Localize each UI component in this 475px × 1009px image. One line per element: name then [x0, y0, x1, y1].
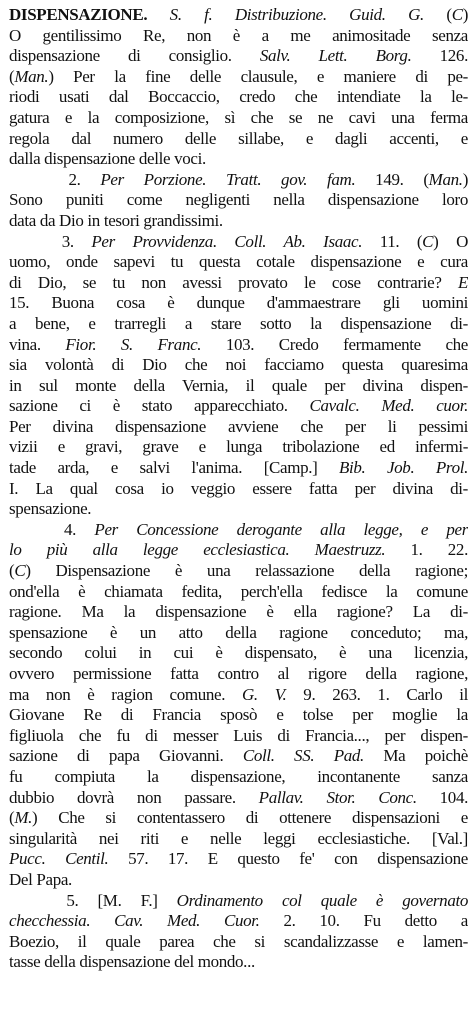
text-segment: dalla dispensazione delle voci. — [9, 149, 206, 169]
text-segment: Ma poichè — [363, 746, 468, 766]
text-segment: ) Per la fine delle clausule, e maniere di pe- — [48, 66, 468, 86]
text-segment: 11. ( — [362, 231, 423, 251]
text-segment: Per Porzione. Tratt. gov. fam. — [100, 169, 356, 189]
text-segment: Sono puniti come negligenti nella dispensazione loro — [9, 190, 468, 210]
text-segment: M. — [14, 808, 33, 828]
text-line — [9, 767, 468, 788]
text-segment: Per divina dispensazione avviene che per li pessimi — [9, 416, 468, 436]
text-line — [9, 602, 468, 623]
text-line — [9, 870, 468, 891]
text-line — [9, 540, 468, 561]
text-segment: secondo colui in cui è dispensato, è una licenzia, — [9, 643, 468, 663]
text-segment: O gentilissimo Re, non è a me animositade senza — [9, 25, 468, 45]
text-segment: 2. — [9, 169, 101, 189]
text-segment: ) Dispensazione è una relassazione della ragione; — [25, 561, 468, 581]
text-segment: 103. Credo fermamente che — [201, 334, 468, 354]
text-line — [9, 190, 468, 211]
text-segment: ma non è ragion comune. — [9, 684, 242, 704]
text-line — [9, 232, 468, 253]
text-segment: figliuola che fu di messer Luis di Francia..., per dispen- — [9, 725, 468, 745]
text-segment: ) — [462, 169, 468, 189]
text-line — [9, 458, 468, 479]
text-segment: 15. Buona cosa è dunque d'ammaestrare gli uomini — [9, 293, 468, 313]
text-segment: ( — [9, 808, 15, 828]
text-segment: Ordinamento col quale è governato — [176, 890, 468, 910]
text-line — [9, 746, 468, 767]
text-segment: 104. — [416, 787, 468, 807]
text-segment: G. V. — [242, 684, 287, 704]
text-segment: C — [451, 5, 463, 24]
text-segment: data da Dio in tesori grandissimi. — [9, 210, 223, 230]
text-line — [9, 252, 468, 273]
text-segment: I. La qual cosa io veggio essere fatta per divina di- — [9, 478, 468, 498]
text-segment: a bene, e trarregli a stare sotto la dispensazione di- — [9, 313, 468, 333]
text-segment: Boezio, il quale parea che si scandalizzasse e lamen- — [9, 931, 468, 951]
text-segment: 2. 10. Fu detto a — [259, 911, 468, 931]
text-segment: Man. — [428, 169, 463, 189]
text-segment: ) O — [433, 231, 468, 251]
text-line — [9, 437, 468, 458]
text-segment: in sul monte della Vernia, il quale per divina dispen- — [9, 375, 468, 395]
text-segment: ( — [9, 561, 15, 581]
text-segment: 126. — [411, 46, 468, 66]
text-line — [9, 293, 468, 314]
text-line — [9, 26, 468, 47]
text-line — [9, 149, 468, 170]
text-segment: 9. 263. 1. Carlo il — [286, 684, 468, 704]
text-line — [9, 396, 468, 417]
text-segment: tasse della dispensazione del mondo... — [9, 952, 255, 972]
text-segment: dubbio dovrà non passare. — [9, 787, 259, 807]
text-segment: regola dal numero delle sillabe, e dagli accenti, e — [9, 128, 468, 148]
text-segment: Salv. Lett. Borg. — [259, 46, 412, 66]
text-line — [9, 952, 468, 973]
text-line — [9, 664, 468, 685]
text-segment: sia volontà di Dio che noi facciamo questa quaresima — [9, 355, 468, 375]
text-segment: vina. — [9, 334, 66, 354]
text-segment: 57. 17. E questo fe' con dispensazione — [108, 849, 468, 869]
text-line — [9, 932, 468, 953]
text-line — [9, 314, 468, 335]
text-line — [9, 129, 468, 150]
text-segment: Del Papa. — [9, 869, 72, 889]
text-segment: ovvero permissione fatta contro al rigore della ragione, — [9, 664, 468, 683]
text-line — [9, 108, 468, 129]
text-segment: ) — [462, 5, 468, 24]
text-segment: Per Concessione derogante alla legge, e per — [94, 519, 468, 539]
text-line — [9, 67, 468, 88]
text-segment: uomo, onde sapevi tu questa cotale dispensazione e cura — [9, 252, 468, 272]
text-line — [9, 911, 468, 932]
text-segment: ( — [9, 66, 15, 86]
text-segment: Giovane Re di Francia sposò e tolse per moglie la — [9, 705, 468, 725]
text-segment: C — [14, 561, 26, 581]
text-segment: di Dio, se tu non avessi provato le cose contrarie? — [9, 272, 458, 292]
text-line — [9, 582, 468, 603]
text-segment: 149. ( — [355, 169, 429, 189]
text-line — [9, 170, 468, 191]
text-segment: DISPENSAZIONE. — [9, 5, 148, 24]
text-line — [9, 211, 468, 232]
text-segment: 4. — [9, 519, 95, 539]
text-segment: S. f. Distribuzione. Guid. G. — [169, 5, 424, 24]
text-segment: Cavalc. Med. cuor. — [309, 396, 468, 416]
text-line — [9, 891, 468, 912]
text-line — [9, 561, 468, 582]
text-segment: lo più alla legge ecclesiastica. Maestruzz. — [9, 540, 386, 560]
text-segment: Bib. Job. Prol. — [338, 458, 468, 478]
text-segment: riodi usati dal Boccaccio, credo che intendiate la le- — [9, 87, 468, 107]
text-line — [9, 808, 468, 829]
text-segment: ragione. Ma la dispensazione è ella ragione? La di- — [9, 602, 468, 622]
text-segment: singularità nei riti e nelle leggi ecclesiastiche. [Val.] — [9, 828, 468, 848]
text-segment: spensazione è un atto della ragione conceduto; ma, — [9, 622, 468, 642]
text-segment: 1. 22. — [385, 540, 468, 560]
text-segment: dispensazione di consiglio. — [9, 46, 260, 66]
text-segment: spensazione. — [9, 499, 92, 519]
text-segment: Pucc. Centil. — [9, 849, 109, 869]
text-segment: Fior. S. Franc. — [65, 334, 202, 354]
text-segment: ( — [423, 5, 452, 24]
text-line — [9, 335, 468, 356]
text-line — [9, 46, 468, 67]
text-segment: vizii e gravi, grave e lunga tribolazione ed infermi- — [9, 437, 468, 457]
text-line — [9, 520, 468, 541]
text-line — [9, 726, 468, 747]
text-segment: sazione di papa Giovanni. — [9, 746, 243, 766]
text-segment: ) Che si contentassero di ottenere dispensazioni e — [32, 808, 468, 828]
text-segment: sazione ci è stato apparecchiato. — [9, 396, 310, 416]
text-line — [9, 705, 468, 726]
text-line — [9, 849, 468, 870]
text-segment: Per Provvidenza. Coll. Ab. Isaac. — [91, 231, 363, 251]
text-line — [9, 643, 468, 664]
text-segment: Man. — [14, 66, 49, 86]
text-segment: checchessia. Cav. Med. Cuor. — [9, 911, 260, 931]
text-line — [9, 87, 468, 108]
text-segment: 5. [M. F.] — [9, 890, 177, 910]
text-segment: tade arda, e salvi l'anima. [Camp.] — [9, 458, 339, 478]
text-line — [9, 376, 468, 397]
text-segment: gatura e la composizione, sì che se ne cavi una ferma — [9, 107, 468, 127]
text-line — [9, 5, 468, 26]
text-line — [9, 417, 468, 438]
text-line — [9, 788, 468, 809]
text-line — [9, 273, 468, 294]
text-line — [9, 685, 468, 706]
text-segment: fu compiuta la dispensazione, incontanente sanza — [9, 766, 468, 786]
text-line — [9, 499, 468, 520]
text-segment: 3. — [9, 231, 92, 251]
text-segment: ond'ella è chiamata fedita, perch'ella fedisce la comune — [9, 581, 468, 601]
text-line — [9, 829, 468, 850]
text-segment — [147, 5, 169, 24]
text-segment: Coll. SS. Pad. — [242, 746, 364, 766]
text-segment: Pallav. Stor. Conc. — [258, 787, 417, 807]
text-line — [9, 479, 468, 500]
text-segment: C — [422, 231, 434, 251]
text-line — [9, 355, 468, 376]
text-segment: E — [457, 272, 468, 292]
text-line — [9, 623, 468, 644]
